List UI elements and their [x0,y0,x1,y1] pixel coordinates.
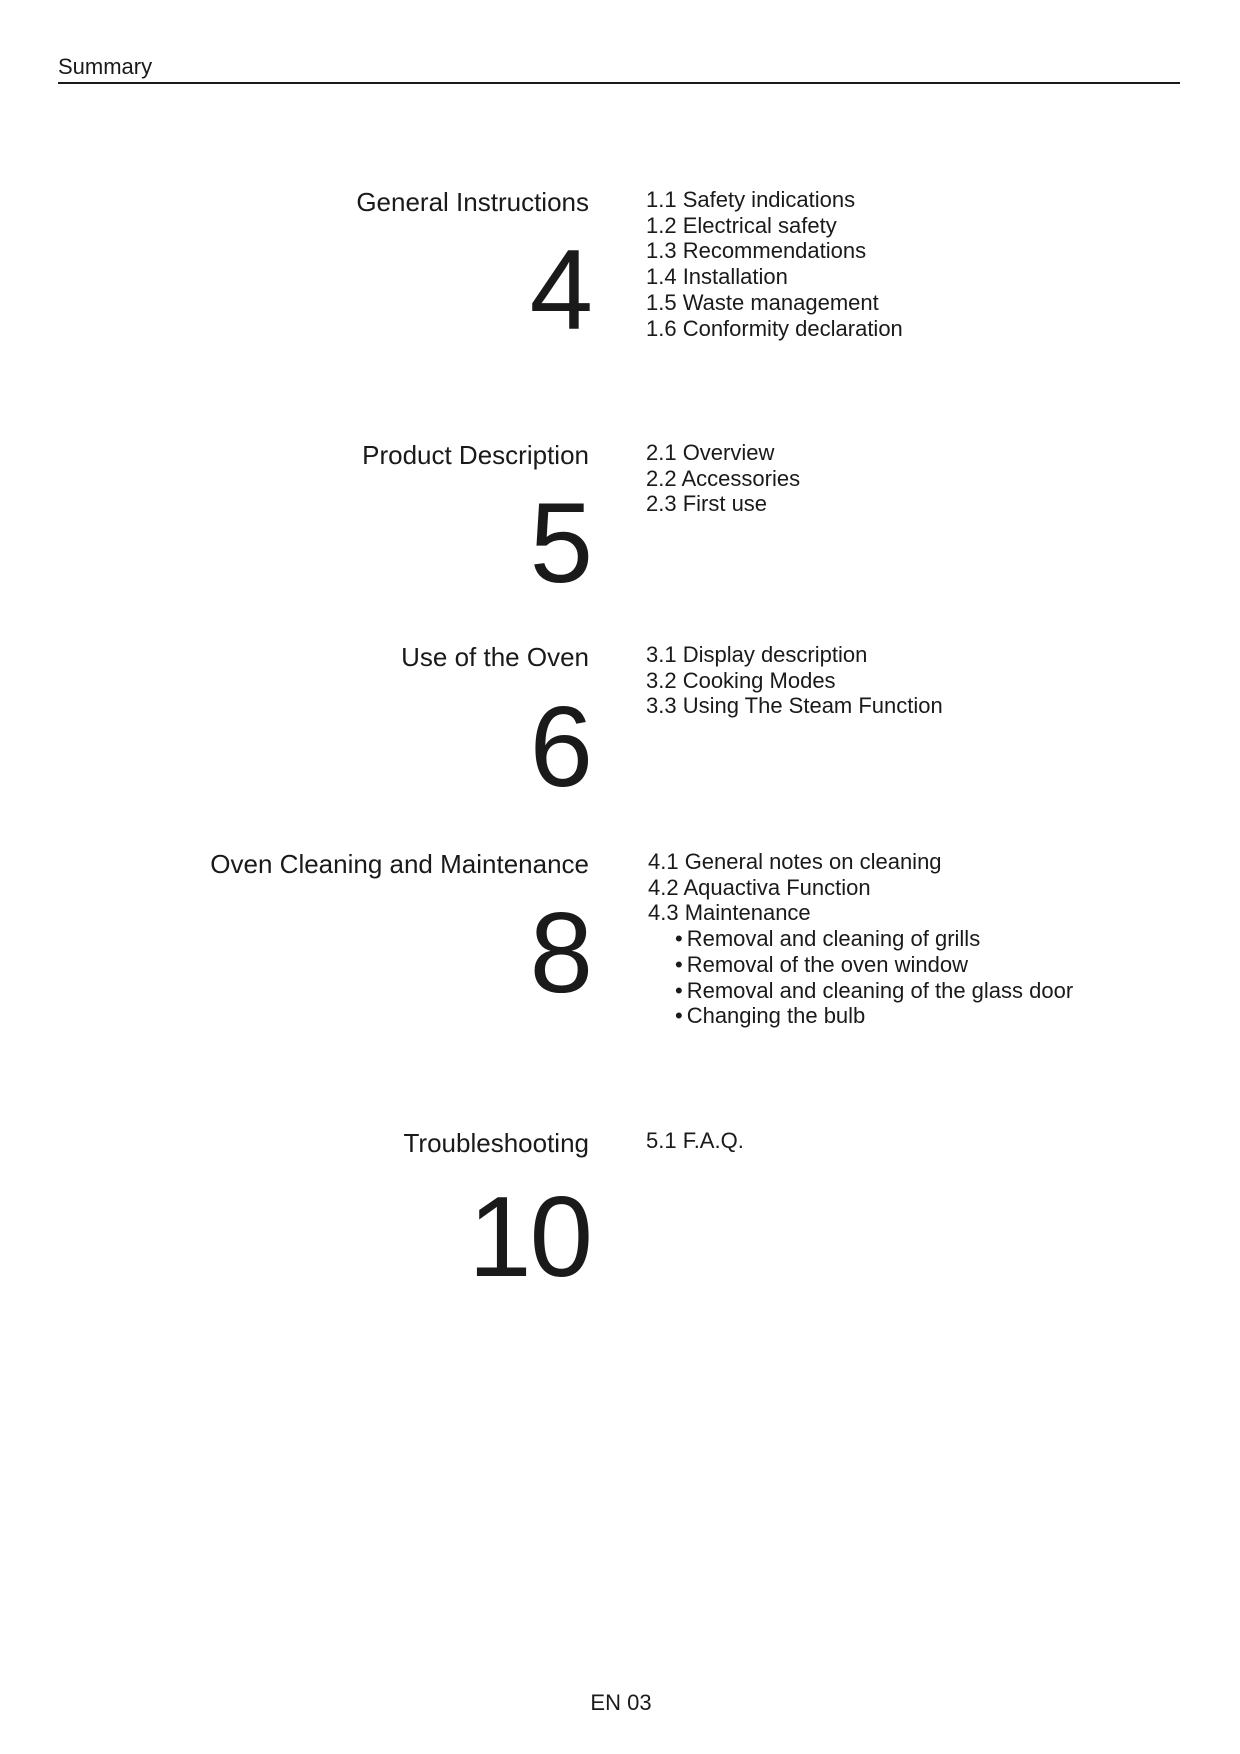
section-page-number[interactable]: 4 [529,227,591,354]
toc-item[interactable]: 4.2 Aquactiva Function [648,874,871,900]
toc-item[interactable]: 1.3 Recommendations [646,238,867,264]
bullet-icon: • [675,926,683,952]
toc-subitem[interactable] [675,1003,1073,1029]
toc-subitem-label: Changing the bulb [686,1003,866,1029]
toc-subitem-list [648,926,1073,1029]
section-page-number[interactable]: 10 [468,1174,591,1301]
section-page-number[interactable]: 6 [529,684,591,811]
page-header [58,52,1180,84]
toc-item[interactable]: 3.3 Using The Steam Function [646,693,943,719]
toc-subitem[interactable] [675,978,1073,1004]
toc-item[interactable]: 3.2 Cooking Modes [646,667,836,693]
bullet-icon: • [675,1003,683,1029]
toc-item[interactable]: 2.2 Accessories [646,465,801,491]
toc-item[interactable]: 1.5 Waste management [646,289,879,315]
bullet-icon: • [675,951,683,977]
toc-subitem[interactable] [675,926,1073,952]
bullet-icon: • [675,977,683,1003]
toc-item[interactable]: 2.1 Overview [646,440,775,465]
toc-subitem[interactable] [675,952,1073,978]
section-title[interactable]: Oven Cleaning and Maintenance [210,849,589,879]
toc-subitem-label: Removal of the oven window [686,951,968,977]
toc-item [648,900,1073,1029]
toc-item[interactable]: 5.1 F.A.Q. [646,1128,744,1153]
toc-item-label[interactable]: 4.3 Maintenance [648,900,811,926]
toc-item[interactable]: 1.4 Installation [646,264,788,290]
toc-item[interactable]: 1.2 Electrical safety [646,212,837,238]
page-number-label: EN 03 [590,1690,652,1715]
toc-subitem-label: Removal and cleaning of the glass door [686,977,1074,1003]
section-page-number[interactable]: 8 [529,890,591,1017]
section-title[interactable]: General Instructions [356,187,589,217]
section-item-list [646,642,943,719]
toc-item[interactable]: 4.1 General notes on cleaning [648,849,942,874]
section-item-list [646,440,800,517]
section-item-list [646,187,903,341]
page-footer [0,1690,1240,1716]
section-title[interactable]: Use of the Oven [401,642,589,672]
toc-item[interactable]: 3.1 Display description [646,642,868,667]
header-title: Summary [58,54,153,79]
toc-subitem-label: Removal and cleaning of grills [686,926,981,952]
toc-item[interactable]: 1.1 Safety indications [646,187,856,212]
toc-item[interactable]: 2.3 First use [646,491,768,517]
section-page-number[interactable]: 5 [529,480,591,607]
section-item-list [646,1128,744,1154]
toc-item[interactable]: 1.6 Conformity declaration [646,315,903,341]
section-item-list [648,849,1073,1029]
section-title[interactable]: Troubleshooting [403,1128,589,1158]
section-title[interactable]: Product Description [362,440,589,470]
